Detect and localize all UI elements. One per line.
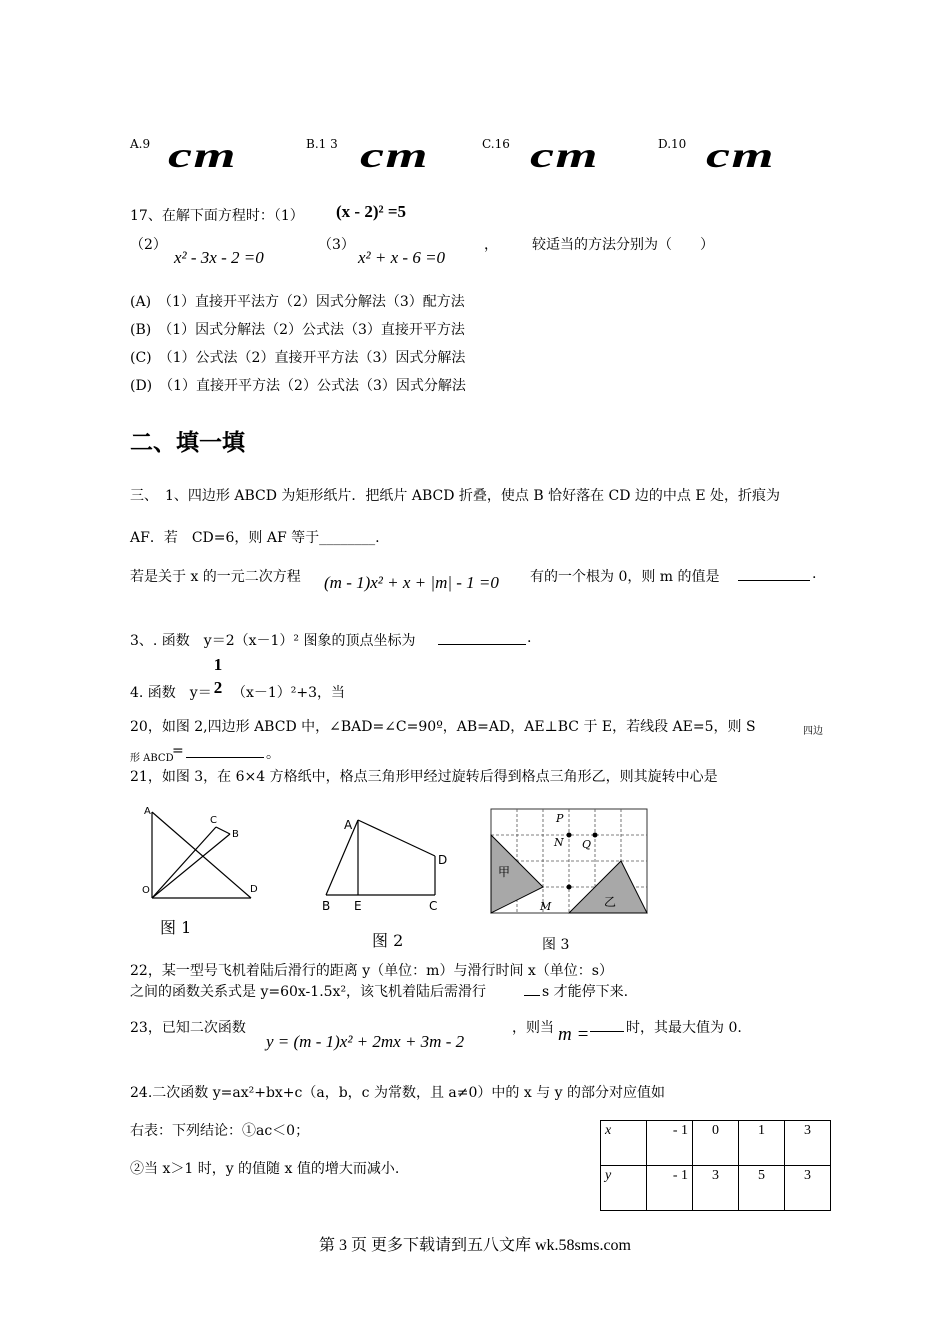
fig2-label-d: D [438,853,448,867]
fill1-line2: AF．若 CD=6，则 AF 等于________. [130,530,380,546]
table-cell: x [601,1121,647,1166]
fig3-label-m: M [540,900,552,913]
fig1-label-c: C [210,815,217,826]
fig1-label-o: O [142,885,150,896]
fill2-equation: (m - 1)x² + x + |m| - 1 =0 [324,573,499,592]
fig3-label-n: N [554,836,564,849]
option-a-unit: cm [168,135,237,175]
q17-intro: 17、在解下面方程时：（1） [130,208,304,224]
fill4-fraction [210,654,226,699]
q20-sub1: 四边 [803,726,823,737]
fill2-answer-blank[interactable] [738,566,810,581]
q23-prefix: 23，已知二次函数 [130,1020,246,1036]
fig3-label-q: Q [582,838,592,851]
fill4-suffix: （x－1）²+3，当 [232,685,346,701]
q22-line1: 22，某一型号飞机着陆后滑行的距离 y（单位：m）与滑行时间 x（单位：s） [130,963,613,979]
q17-choice-b: (B) （1）因式分解法（2）公式法（3）直接开平方法 [130,322,465,338]
q20-end: 。 [266,746,280,762]
q17-question: 较适当的方法分别为（ ） [532,237,714,253]
fig2-label-e: E [354,899,362,912]
table-cell: 0 [693,1121,739,1166]
fill2-suffix: 有的一个根为 0，则 m 的值是 [530,569,720,585]
q24-value-table [600,1120,831,1211]
q23-mid: ，则当 [512,1020,554,1036]
fill2-prefix: 若是关于 x 的一元二次方程 [130,569,301,585]
q17-choice-c: (C) （1）公式法（2）直接开平方法（3）因式分解法 [130,350,466,366]
fill3-answer-blank[interactable] [438,630,526,645]
fig2-label-a: A [344,818,353,832]
table-cell: 3 [785,1166,831,1211]
table-cell: 1 [739,1121,785,1166]
fig1-label-b: B [232,829,239,840]
fig3-label-p: P [556,812,564,825]
figure-2 [316,812,456,912]
q17-eq1: (x - 2)² =5 [336,202,407,221]
q20-line1: 20，如图 2,四边形 ABCD 中，∠BAD=∠C=90º，AB=AD，AE⊥BC 于 E，若线段 AE=5，则 S [130,719,756,735]
table-cell: - 1 [647,1121,693,1166]
q24-line3: ②当 x＞1 时，y 的值随 x 值的增大而减小. [130,1161,400,1177]
q17-choice-a: (A) （1）直接开平法方（2）因式分解法（3）配方法 [130,294,465,310]
q22-line2a: 之间的函数关系式是 y=60x-1.5x²，该飞机着陆后需滑行 [130,984,487,1000]
q23-answer-blank[interactable] [590,1017,624,1032]
q20-sub2: 形 ABCD [130,753,174,764]
figure-3 [488,806,654,916]
q20-equals: = [172,743,184,759]
fill3-text: 3、. 函数 y＝2（x－1）² 图象的顶点坐标为 [130,633,416,649]
table-cell: y [601,1166,647,1211]
fig1-label-d: D [250,884,258,895]
q21-text: 21，如图 3，在 6×4 方格纸中，格点三角形甲经过旋转后得到格点三角形乙，则其旋转中心是 [130,769,718,785]
fill3-end: . [527,630,532,646]
q17-p2: （2） [130,237,167,253]
fill4-prefix: 4. 函数 y＝ [130,685,212,701]
section-title: 二、填一填 [130,430,245,456]
table-cell: 3 [693,1166,739,1211]
q23-equation: y = (m - 1)x² + 2mx + 3m - 2 [266,1032,465,1051]
q24-line2: 右表：下列结论：①ac＜0； [130,1123,310,1139]
fill4-frac-num: 1 [213,655,223,674]
fig2-caption: 图 2 [372,931,404,950]
option-b-unit: cm [360,135,429,175]
option-b-label: B.1 3 [306,137,338,151]
fig3-label-jia: 甲 [498,865,511,879]
q23-var: m = [558,1024,590,1045]
option-d-unit: cm [706,135,775,175]
table-cell: 5 [739,1166,785,1211]
q22-answer-blank[interactable] [524,981,540,996]
fill2-end: . [812,566,817,582]
fill1-line1: 三、 1、四边形 ABCD 为矩形纸片．把纸片 ABCD 折叠，使点 B 恰好落在 CD 边的中点 E 处，折痕为 [130,488,781,504]
option-d-label: D.10 [658,137,687,151]
fig3-caption: 图 3 [542,937,570,953]
q22-line2b: s 才能停下来. [542,984,629,1000]
option-c-unit: cm [530,135,599,175]
page-footer: 第 3 页 更多下载请到五八文库 wk.58sms.com [318,1237,631,1254]
q17-comma: ， [484,237,498,253]
fig2-label-c: C [429,899,438,912]
figure-1 [138,800,268,906]
q17-eq2: x² - 3x - 2 =0 [174,248,264,267]
q24-line1: 24.二次函数 y=ax²+bx+c（a，b，c 为常数，且 a≠0）中的 x 与 y 的部分对应值如 [130,1085,666,1101]
q17-choice-d: (D) （1）直接开平方法（2）公式法（3）因式分解法 [130,378,466,394]
table-row [601,1166,831,1211]
fill4-frac-den: 2 [213,678,223,697]
q20-answer-blank[interactable] [186,743,264,758]
q17-eq3: x² + x - 6 =0 [358,248,446,267]
table-cell: - 1 [647,1166,693,1211]
table-cell: 3 [785,1121,831,1166]
option-c-label: C.16 [482,137,510,151]
fig3-label-yi: 乙 [604,895,617,909]
fig2-label-b: B [322,899,331,912]
fig1-caption: 图 1 [160,918,192,937]
q17-p3: （3） [318,237,355,253]
fig1-label-a: A [144,806,151,817]
q23-suffix: 时，其最大值为 0. [626,1020,742,1036]
option-a-label: A.9 [130,137,151,151]
table-row [601,1121,831,1166]
